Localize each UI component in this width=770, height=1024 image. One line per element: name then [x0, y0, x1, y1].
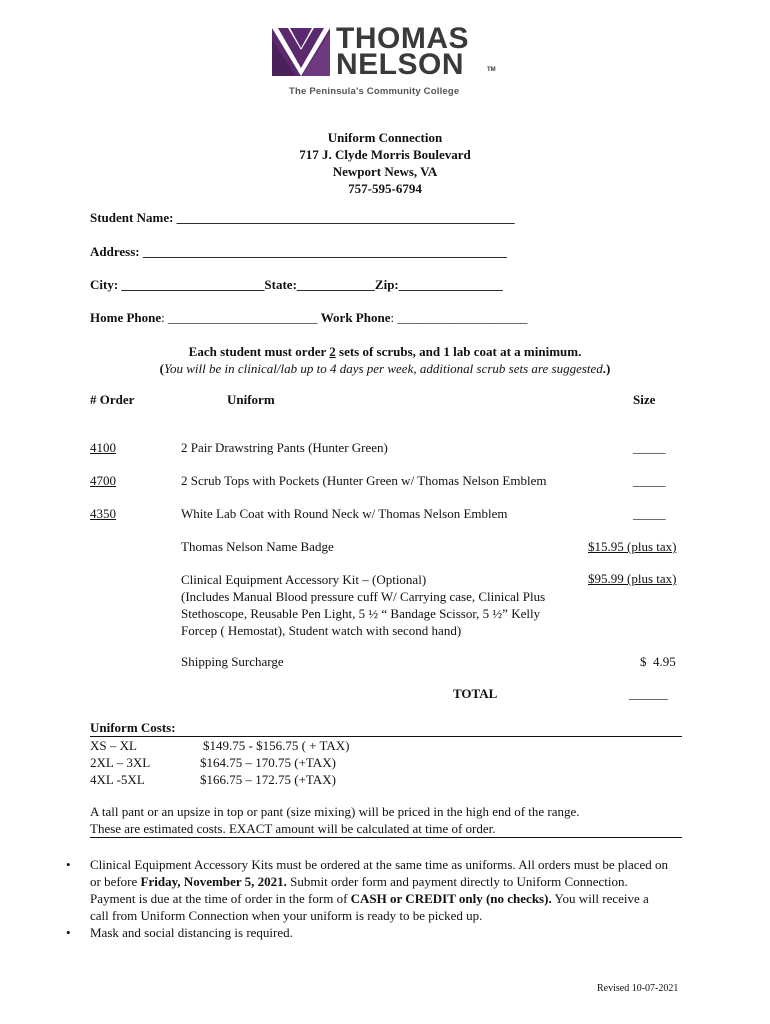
- total-label: TOTAL: [453, 686, 498, 701]
- notice-number: 2: [329, 344, 336, 359]
- minimum-order-text: [90, 343, 680, 360]
- vendor-city: Newport News, VA: [332, 164, 438, 179]
- order-number-4700: 4700: [90, 473, 116, 488]
- bullet-icon: •: [66, 925, 71, 940]
- cost-size-3: 4XL -5XL: [90, 772, 145, 787]
- vendor-name: Uniform Connection: [327, 130, 443, 145]
- cost-price-2: $164.75 – 170.75 (+TAX): [200, 755, 336, 770]
- costs-bottom-rule: [90, 837, 682, 838]
- bullet1-payment: Payment is due at the time of order in the form of: [90, 891, 351, 906]
- clinical-note: [90, 360, 680, 377]
- price-accessory-kit: $95.99 (plus tax): [588, 571, 677, 586]
- item-lab-coat: White Lab Coat with Round Neck w/ Thomas Nelson Emblem: [181, 506, 508, 521]
- cost-note-1: A tall pant or an upsize in top or pant (size mixing) will be priced in the high end of the range.: [90, 804, 580, 819]
- cost-note-2: These are estimated costs. EXACT amount will be calculated at time of order.: [90, 821, 496, 836]
- home-phone-field[interactable]: : _______________________: [161, 310, 321, 325]
- clinical-note-open: (: [159, 361, 164, 376]
- uniform-costs-title: Uniform Costs:: [90, 720, 176, 735]
- work-phone-label: Work Phone: [320, 310, 391, 325]
- costs-top-rule: [90, 736, 682, 737]
- cost-size-1: XS – XL: [90, 738, 137, 753]
- total-field[interactable]: ______: [629, 686, 668, 701]
- size-field-tops[interactable]: _____: [633, 473, 666, 488]
- bullet1-line2: [90, 873, 730, 890]
- instructions-list: [66, 856, 730, 941]
- item-shipping: Shipping Surcharge: [181, 654, 284, 669]
- clinical-note-text: You will be in clinical/lab up to 4 days per week, additional scrub sets are suggested: [163, 361, 603, 376]
- order-deadline: Friday, November 5, 2021.: [140, 874, 287, 889]
- vendor-phone: 757-595-6794: [348, 181, 422, 196]
- logo-tm: TM: [487, 67, 496, 73]
- size-field-pants[interactable]: _____: [633, 440, 666, 455]
- cost-size-2: 2XL – 3XL: [90, 755, 151, 770]
- col-header-order: # Order: [90, 392, 135, 407]
- home-phone-label: Home Phone: [90, 310, 162, 325]
- state-field[interactable]: State:____________: [264, 277, 375, 292]
- bullet1-submit: Submit order form and payment directly to Uniform Connection.: [286, 874, 628, 889]
- kit-line-3: Stethoscope, Reusable Pen Light, 5 ½ “ Bandage Scissor, 5 ½” Kelly: [181, 606, 541, 621]
- size-field-lab-coat[interactable]: _____: [633, 506, 666, 521]
- col-header-uniform: Uniform: [227, 392, 275, 407]
- cost-price-3: $166.75 – 172.75 (+TAX): [200, 772, 336, 787]
- list-item: [66, 856, 730, 924]
- order-number-4350: 4350: [90, 506, 116, 521]
- thomas-nelson-logo-mark-icon: [272, 28, 330, 76]
- vendor-address: [200, 129, 570, 197]
- item-accessory-kit: [181, 571, 545, 639]
- list-item: [66, 924, 730, 941]
- col-header-size: Size: [633, 392, 656, 407]
- vendor-street: 717 J. Clyde Morris Boulevard: [299, 147, 471, 162]
- payment-method: CASH or CREDIT only (no checks).: [350, 891, 552, 906]
- address-field[interactable]: Address: ________________________________________________________: [90, 244, 507, 259]
- item-pants: 2 Pair Drawstring Pants (Hunter Green): [181, 440, 388, 455]
- item-tops: 2 Scrub Tops with Pockets (Hunter Green w/ Thomas Nelson Emblem: [181, 473, 547, 488]
- kit-line-2: (Includes Manual Blood pressure cuff W/ Carrying case, Clinical Plus: [181, 589, 546, 604]
- order-number-4100: 4100: [90, 440, 116, 455]
- revision-date: Revised 10-07-2021: [597, 983, 679, 994]
- logo-tagline: The Peninsula's Community College: [289, 86, 460, 97]
- kit-line-4: Forcep ( Hemostat), Student watch with second hand): [181, 623, 462, 638]
- price-shipping: $ 4.95: [640, 654, 676, 669]
- zip-field[interactable]: Zip:________________: [374, 277, 503, 292]
- logo-name-line1: THOMAS: [336, 22, 469, 55]
- bullet-icon: •: [66, 857, 71, 872]
- city-field[interactable]: City: ______________________: [90, 277, 265, 292]
- bullet1-receive: You will receive a: [551, 891, 649, 906]
- price-name-badge: $15.95 (plus tax): [588, 539, 677, 554]
- logo-name-line2: NELSON: [336, 48, 465, 81]
- phone-row: [90, 310, 527, 326]
- clinical-note-close: .): [602, 361, 611, 376]
- bullet1-line1: Clinical Equipment Accessory Kits must be ordered at the same time as uniforms. All orders must be placed on: [90, 857, 669, 872]
- cost-price-1: $149.75 - $156.75 ( + TAX): [203, 738, 350, 753]
- notice-part-b: sets of scrubs, and 1 lab coat at a minimum.: [335, 344, 582, 359]
- kit-line-1: Clinical Equipment Accessory Kit – (Optional): [181, 572, 427, 587]
- student-name-field[interactable]: Student Name: ____________________________________________________: [90, 210, 515, 225]
- order-requirement-notice: [90, 343, 680, 377]
- bullet1-line3: [90, 890, 730, 907]
- bullet1-before: or before: [90, 874, 141, 889]
- item-name-badge: Thomas Nelson Name Badge: [181, 539, 334, 554]
- work-phone-field[interactable]: : ____________________: [390, 310, 528, 325]
- notice-part-a: Each student must order: [188, 344, 330, 359]
- city-state-zip-row: [90, 277, 503, 293]
- bullet1-line4: call from Uniform Connection when your uniform is ready to be picked up.: [90, 908, 483, 923]
- bullet2-text: Mask and social distancing is required.: [90, 925, 293, 940]
